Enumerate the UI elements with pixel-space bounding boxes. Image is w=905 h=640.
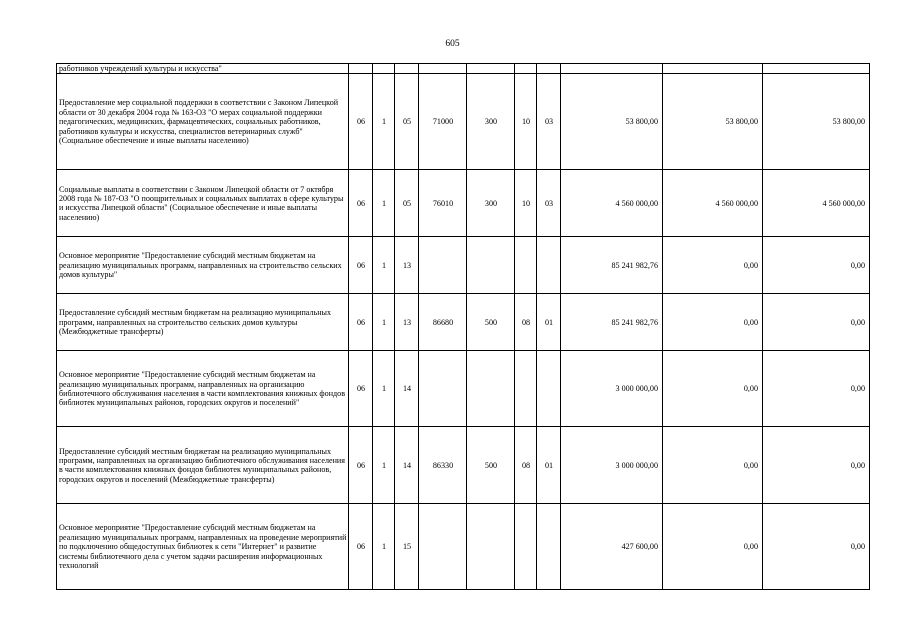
amount-year-2: 0,00 — [663, 237, 763, 294]
amount-year-1: 427 600,00 — [561, 504, 663, 590]
amount-year-2: 0,00 — [663, 351, 763, 427]
section-code: 08 — [515, 294, 537, 351]
section-code: 08 — [515, 427, 537, 504]
ministry-code — [349, 64, 373, 74]
activity-code: 15 — [395, 504, 419, 590]
direction-code — [419, 64, 467, 74]
row-name: Основное мероприятие "Предоставление субсидий местным бюджетам на реализацию муниципальных программ, направленных на организацию библиотечного обслуживания населения в части комплектования книжных фондов библиотек муниципальных районов, городских округов и поселений" — [57, 351, 349, 427]
expense-type-code: 300 — [467, 74, 515, 170]
direction-code: 71000 — [419, 74, 467, 170]
amount-year-3: 0,00 — [763, 427, 870, 504]
ministry-code: 06 — [349, 351, 373, 427]
table-row — [57, 237, 870, 294]
program-code: 1 — [373, 170, 395, 237]
amount-year-2: 0,00 — [663, 504, 763, 590]
expense-type-code: 500 — [467, 294, 515, 351]
program-code — [373, 64, 395, 74]
row-name: Социальные выплаты в соответствии с Законом Липецкой области от 7 октября 2008 года № 187-ОЗ "О поощрительных и социальных выплатах в сфере культуры и искусства Липецкой области" (Социальное обеспечение и иные выплаты населению) — [57, 170, 349, 237]
section-code: 10 — [515, 170, 537, 237]
amount-year-3: 4 560 000,00 — [763, 170, 870, 237]
ministry-code: 06 — [349, 170, 373, 237]
direction-code: 86330 — [419, 427, 467, 504]
ministry-code: 06 — [349, 74, 373, 170]
amount-year-1: 85 241 982,76 — [561, 294, 663, 351]
direction-code — [419, 504, 467, 590]
activity-code — [395, 64, 419, 74]
section-code — [515, 64, 537, 74]
subsection-code: 01 — [537, 294, 561, 351]
expense-type-code: 500 — [467, 427, 515, 504]
amount-year-2: 53 800,00 — [663, 74, 763, 170]
activity-code: 14 — [395, 351, 419, 427]
amount-year-2: 0,00 — [663, 427, 763, 504]
page-number: 605 — [445, 39, 460, 49]
direction-code — [419, 351, 467, 427]
expense-type-code — [467, 237, 515, 294]
expense-type-code — [467, 64, 515, 74]
activity-code: 05 — [395, 170, 419, 237]
row-name: Предоставление мер социальной поддержки в соответствии с Законом Липецкой области от 30 декабря 2004 года № 163-ОЗ "О мерах социальной поддержки педагогических, медицинских, фармацевтических, социальных работников, работников культуры и искусства, специалистов ветеринарных служб" (Социальное обеспечение и иные выплаты населению) — [57, 74, 349, 170]
subsection-code: 03 — [537, 170, 561, 237]
expense-type-code: 300 — [467, 170, 515, 237]
amount-year-3: 0,00 — [763, 504, 870, 590]
amount-year-2: 4 560 000,00 — [663, 170, 763, 237]
direction-code — [419, 237, 467, 294]
subsection-code — [537, 64, 561, 74]
expense-type-code — [467, 351, 515, 427]
row-name: Предоставление субсидий местным бюджетам на реализацию муниципальных программ, направленных на строительство сельских домов культуры (Межбюджетные трансферты) — [57, 294, 349, 351]
subsection-code — [537, 504, 561, 590]
activity-code: 14 — [395, 427, 419, 504]
activity-code: 13 — [395, 237, 419, 294]
program-code: 1 — [373, 294, 395, 351]
activity-code: 13 — [395, 294, 419, 351]
direction-code: 76010 — [419, 170, 467, 237]
program-code: 1 — [373, 74, 395, 170]
table-row — [57, 504, 870, 590]
ministry-code: 06 — [349, 294, 373, 351]
subsection-code: 03 — [537, 74, 561, 170]
section-code — [515, 351, 537, 427]
table-row — [57, 294, 870, 351]
section-code — [515, 237, 537, 294]
expense-type-code — [467, 504, 515, 590]
activity-code: 05 — [395, 74, 419, 170]
amount-year-3: 0,00 — [763, 237, 870, 294]
section-code — [515, 504, 537, 590]
program-code: 1 — [373, 351, 395, 427]
amount-year-1: 53 800,00 — [561, 74, 663, 170]
program-code: 1 — [373, 427, 395, 504]
row-name: Основное мероприятие "Предоставление субсидий местным бюджетам на реализацию муниципальных программ, направленных на строительство сельских домов культуры" — [57, 237, 349, 294]
program-code: 1 — [373, 504, 395, 590]
program-code: 1 — [373, 237, 395, 294]
ministry-code: 06 — [349, 237, 373, 294]
ministry-code: 06 — [349, 504, 373, 590]
amount-year-1: 4 560 000,00 — [561, 170, 663, 237]
amount-year-1: 85 241 982,76 — [561, 237, 663, 294]
subsection-code — [537, 237, 561, 294]
amount-year-1: 3 000 000,00 — [561, 351, 663, 427]
table-row — [57, 74, 870, 170]
section-code: 10 — [515, 74, 537, 170]
row-name: работников учреждений культуры и искусства" — [57, 64, 349, 74]
amount-year-2 — [663, 64, 763, 74]
amount-year-3: 0,00 — [763, 351, 870, 427]
table-row — [57, 351, 870, 427]
table-row — [57, 170, 870, 237]
amount-year-1 — [561, 64, 663, 74]
amount-year-2: 0,00 — [663, 294, 763, 351]
amount-year-1: 3 000 000,00 — [561, 427, 663, 504]
subsection-code — [537, 351, 561, 427]
amount-year-3 — [763, 64, 870, 74]
subsection-code: 01 — [537, 427, 561, 504]
budget-table — [56, 63, 870, 590]
ministry-code: 06 — [349, 427, 373, 504]
row-name: Основное мероприятие "Предоставление субсидий местным бюджетам на реализацию муниципальных программ, направленных на проведение мероприятий по подключению общедоступных библиотек к сети "Интернет" и развитие системы библиотечного дела с учетом задачи расширения информационных технологий — [57, 504, 349, 590]
direction-code: 86680 — [419, 294, 467, 351]
table-row — [57, 64, 870, 74]
row-name: Предоставление субсидий местным бюджетам на реализацию муниципальных программ, направленных на организацию библиотечного обслуживания населения в части комплектования книжных фондов библиотек муниципальных районов, городских округов и поселений (Межбюджетные трансферты) — [57, 427, 349, 504]
table-row — [57, 427, 870, 504]
amount-year-3: 0,00 — [763, 294, 870, 351]
amount-year-3: 53 800,00 — [763, 74, 870, 170]
